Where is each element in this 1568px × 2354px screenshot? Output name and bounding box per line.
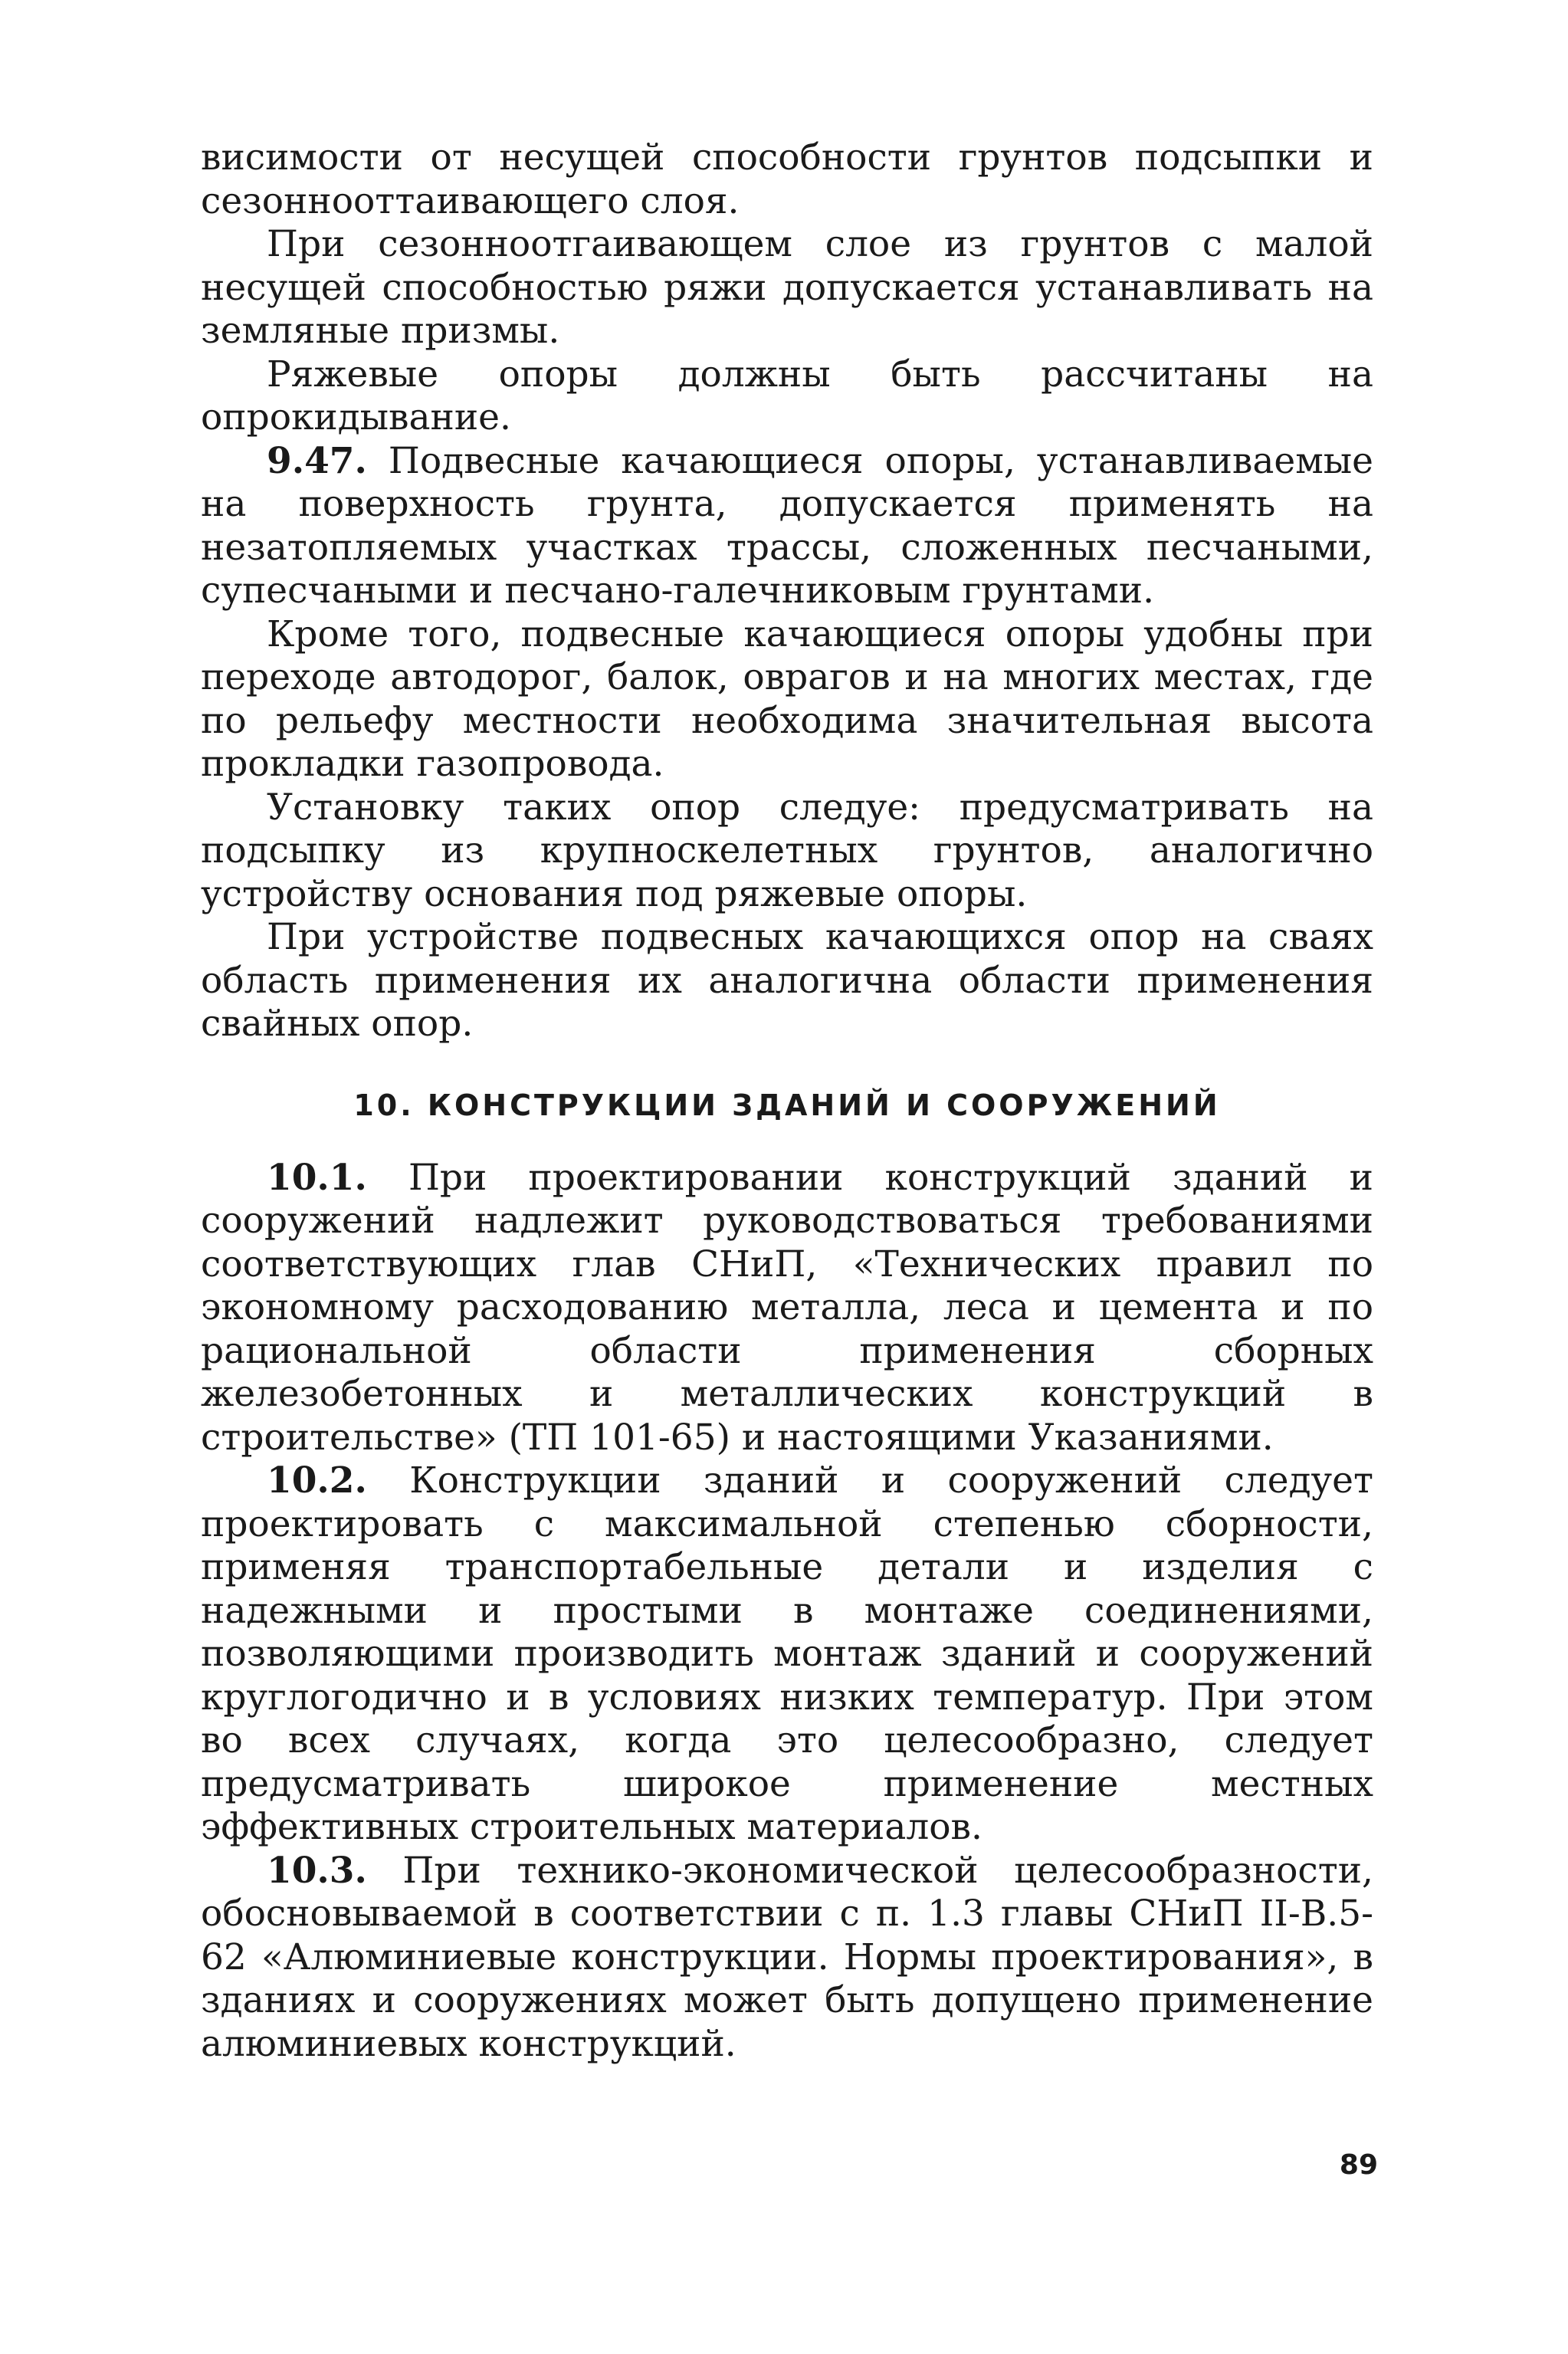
paragraph	[201, 353, 1373, 440]
paragraph-text: Кроме того, подвесные качающиеся опоры удобны при переходе автодорог, балок, оврагов и на многих местах, где по рельефу местности необходима значительная высота прокладки газопровода.	[201, 612, 1373, 785]
paragraph-text: Ряжевые опоры должны быть рассчитаны на опрокидывание.	[201, 353, 1373, 438]
section-10-paragraphs	[201, 1157, 1373, 2067]
paragraph-text: При устройстве подвесных качающихся опор на сваях область применения их аналогична области применения свайных опор.	[201, 916, 1373, 1045]
paragraph-text: Подвесные качающиеся опоры, устанавливаемые на поверхность грунта, допускается применять на незатопляемых участках трассы, сложенных песчаными, супесчаными и песчано-галечниковым грунтами.	[201, 439, 1373, 612]
paragraph-text: Установку таких опор следуе: предусматривать на подсыпку из крупноскелетных грунтов, аналогично устройству основания под ряжевые опоры.	[201, 786, 1373, 915]
paragraph-number: 10.3.	[267, 1849, 367, 1892]
paragraphs-before-section	[201, 136, 1373, 1046]
section-heading: 10. КОНСТРУКЦИИ ЗДАНИЙ И СООРУЖЕНИЙ	[353, 1088, 1221, 1122]
paragraph	[201, 1850, 1373, 2067]
page-number: 89	[1339, 2149, 1378, 2181]
paragraph	[201, 613, 1373, 786]
paragraph-text: При сезонноотгаивающем слое из грунтов с малой несущей способностью ряжи допускается устанавливать на земляные призмы.	[201, 223, 1373, 352]
paragraph	[201, 136, 1373, 223]
paragraph	[201, 786, 1373, 917]
paragraph-number: 9.47.	[267, 439, 367, 482]
paragraph	[201, 1459, 1373, 1850]
paragraph-text: висимости от несущей способности грунтов подсыпки и сезоннооттаивающего слоя.	[201, 136, 1373, 222]
paragraph	[201, 916, 1373, 1046]
paragraph	[201, 223, 1373, 353]
paragraph-text: При технико-экономической целесообразности, обосновываемой в соответствии с п. 1.3 главы СНиП II-В.5-62 «Алюминиевые конструкции. Нормы проектирования», в зданиях и сооружениях может быть допущено применение алюминиевых конструкций.	[201, 1849, 1373, 2065]
page-body	[201, 136, 1373, 2066]
paragraph	[201, 1157, 1373, 1460]
paragraph-number: 10.2.	[267, 1459, 367, 1502]
paragraph-number: 10.1.	[267, 1156, 367, 1199]
paragraph	[201, 440, 1373, 613]
paragraph-text: Конструкции зданий и сооружений следует проектировать с максимальной степенью сборности, применяя транспортабельные детали и изделия с надежными и простыми в монтаже соединениями, позволяющими производить монтаж зданий и сооружений круглогодично и в условиях низких температур. При этом во всех случаях, когда это целесообразно, следует предусматривать широкое применение местных эффективных строительных материалов.	[201, 1459, 1373, 1848]
paragraph-text: При проектировании конструкций зданий и сооружений надлежит руководствоваться требованиями соответствующих глав СНиП, «Технических правил по экономному расходованию металла, леса и цемента и по рациональной области применения сборных железобетонных и металлических конструкций в строительстве» (ТП 101-65) и настоящими Указаниями.	[201, 1156, 1373, 1459]
